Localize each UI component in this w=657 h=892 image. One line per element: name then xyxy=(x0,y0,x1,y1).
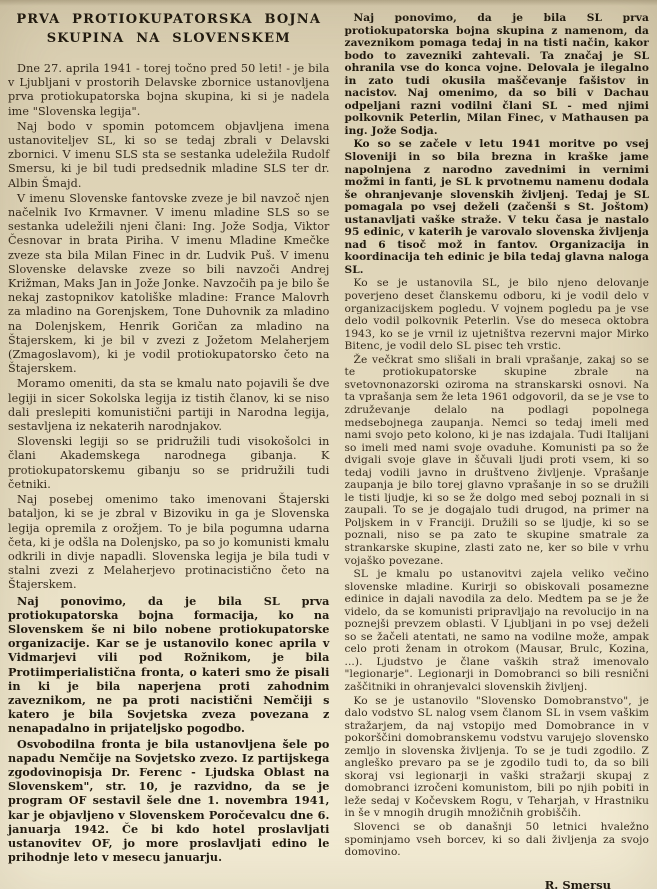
article-title-line2: SKUPINA NA SLOVENSKEM xyxy=(46,31,291,46)
paragraph: Ko so se začele v letu 1941 moritve po vsej Sloveniji in so bila brezna in kraške jame napolnjena z narodno zavednimi in vernimi možmi in fanti, je SL k prvotnemu namenu dodala še ohranjevanje slovenskih življenj. Tedaj je SL pomagala po vsej deželi (začenši s St. Joštom) ustanavljati vaške straže. V teku časa je nastalo 95 edinic, v katerih je varovalo slovenska življenja nad 6 tisoč mož in fantov. Organizacija in koordinacija teh edinic je bila tedaj glavna naloga SL. xyxy=(344,138,649,276)
paragraph: Že večkrat smo slišali in brali vprašanje, zakaj so se te protiokupatorske skupine zbrale na svetovnonazorski oziroma na stranskarski osnovi. Na ta vprašanja sem že leta 1961 odgovoril, da se je vse to združevanje delalo na podlagi popolnega medsebojnega zaupanja. Nemci so tedaj imeli med nami svojo peto kolono, ki je nas izdajala. Tudi Italijani so imeli med nami svoje ovaduhe. Komunisti pa so že dvigali svoje glave in ščuvali ljudi proti vsem, ki so tedaj vodili javno in društveno življenje. Vprašanje zaupanja je bilo torej glavno vprašanje in so se družili le tisti ljudje, ki so se že dolgo med seboj poznali in si zaupali. To se je dogajalo tudi drugod, na primer na Poljskem in v Franciji. Družili so se ljudje, ki so se poznali, niso se pa zato te skupine smatrale za strankarske skupine, zlasti zato ne, ker so bile v vrhu vojaško povezane. xyxy=(344,353,649,567)
article-columns xyxy=(8,8,649,891)
paragraph: Naj bodo v spomin potomcem objavljena imena ustanoviteljev SL, ki so se tedaj zbrali v Delavski zbornici. V imenu SLS sta se sestanka udeležila Rudolf Smersu, ki je bil tudi predsednik mladine SLS ter dr. Albin Šmajd. xyxy=(8,119,330,190)
article-title xyxy=(8,10,329,48)
paragraph: V imenu Slovenske fantovske zveze je bil navzoč njen načelnik Ivo Krmavner. V imenu mladine SLS so se sestanka udeležili njeni člani: Ing. Jože Sodja, Viktor Česnovar in brata Piriha. V imenu Mladine Kmečke zveze sta bila Milan Finec in dr. Ludvik Puš. V imenu Slovenske delavske zveze so bili navzoči Andrej Križman, Maks Jan in Jože Jonke. Navzočih pa je bilo še nekaj zastopnikov katoliške mladine: France Malovrh za mladino na Gorenjskem, Tone Duhovnik za mladino na Dolenjskem, Henrik Goričan za mladino na Štajerskem, ki je bil v zvezi z Jožetom Melaherjem (Zmagoslavom), ki je vodil protiokupatorsko četo na Štajerskem. xyxy=(8,191,330,376)
left-column xyxy=(8,8,329,865)
paragraph: Dne 27. aprila 1941 - torej točno pred 50 leti! - je bila v Ljubljani v prostorih Delavske zbornice ustanovljena prva protiokupatorska bojna skupina, ki si je nadela ime "Slovenska legija". xyxy=(8,62,330,118)
paragraph: Moramo omeniti, da sta se kmalu nato pojavili še dve legiji in sicer Sokolska legija iz tistih članov, ki se niso dali preslepiti komunistični partiji in Narodna legija, sestavljena iz nekaterih narodnjakov. xyxy=(8,377,330,434)
paragraph: Naj posebej omenimo tako imenovani Štajerski bataljon, ki se je zbral v Bizoviku in ga je Slovenska legija opremila z orožjem. To je bila pogumna udarna četa, ki je odšla na Dolenjsko, pa so jo komunisti kmalu odkrili in divje napadli. Slovenska legija je bila tudi v stalni zvezi z Melaherjevo protinacistično četo na Štajerskem. xyxy=(8,493,330,592)
paragraph: Naj ponovimo, da je bila SL prva protiokupatorska bojna skupina z namenom, da zaveznikom pomaga tedaj in na tisti način, kakor bodo to zavezniki zahtevali. Ta značaj je SL ohranila vse do konca vojne. Delovala je ilegalno in zato tudi okusila maščevanje fašistov in nacistov. Naj omenimo, da so bili v Dachau odpeljani razni vodilni člani SL - med njimi polkovnik Peterlin, Milan Finec, v Mathausen pa ing. Jože Sodja. xyxy=(344,12,649,137)
paragraph: Ko se je ustanovilo "Slovensko Domobranstvo", je dalo vodstvo SL nalog vsem članom SL in vsem vaškim stražarjem, da naj vstopijo med Domobrance in v pokorščini domobranskemu vodstvu varujejo slovensko zemljo in slovenska življenja. To se je tudi zgodilo. Z angleško prevaro pa se je zgodilo tudi to, da so bili skoraj vsi legionarji in vaški stražarji skupaj z domobranci izročeni komunistom, bili po njih pobiti in leže sedaj v Kočevskem Rogu, v Teharjah, v Hrastniku in še v mnogih drugih množičnih grobiščih. xyxy=(344,694,649,820)
paragraph: Naj ponovimo, da je bila SL prva protiokupatorska bojna formacija, ko na Slovenskem še ni bilo nobene protiokupatorske organizacije. Kar se je ustanovilo konec aprila v Vidmarjevi vili pod Rožnikom, je bila Protiimperialistična fronta, o kateri smo že pisali in ki je bila naperjena proti zahodnim zaveznikom, ne pa proti nacistični Nemčiji s katero je bila Sovjetska zveza povezana z nenapadalno in prijateljsko pogodbo. xyxy=(8,593,330,736)
paragraph: Ko se je ustanovila SL, je bilo njeno delovanje poverjeno deset članskemu odboru, ki je vodil delo v organizacijskem pogledu. V vojnem pogledu pa je vse delo vodil polkovnik Peterlin. Vse do meseca oktobra 1943, ko se je vrnil iz ujetništva rezervni major Mirko Bitenc, je vodil delo SL pisec teh vrstic. xyxy=(344,277,649,353)
paragraph: Slovenski legiji so se pridružili tudi visokošolci in člani Akademskega narodnega gibanja. K protiokupatorskemu gibanju so se pridružili tudi četniki. xyxy=(8,435,330,491)
author-signature: R. Smersu xyxy=(544,877,611,892)
article-title-line1: PRVA PROTIOKUPATORSKA BOJNA xyxy=(16,12,322,27)
left-column-paragraphs xyxy=(8,62,329,864)
right-column-paragraphs xyxy=(344,12,649,859)
paragraph: Slovenci se ob današnji 50 letnici hvaležno spominjamo vseh borcev, ki so dali življenja za svojo domovino. xyxy=(344,821,649,859)
paragraph: SL je kmalu po ustanovitvi zajela veliko večino slovenske mladine. Kurirji so obiskovali posamezne edinice in dajali navodila za delo. Medtem pa se je že videlo, da se komunisti pripravljajo na revolucijo in na poznejši prevzem oblasti. V Ljubljani in po vsej deželi so se žačeli atentati, ne samo na vodilne može, ampak celo proti ženam in otrokom (Mausar, Brulc, Kozina, ...). Ljudstvo je člane vaških straž imenovalo "legionarje". Legionarji in Domobranci so bili resnični zaščitniki in ohranjevalci slovenskih življenj. xyxy=(344,568,649,693)
paragraph: Osvobodilna fronta je bila ustanovljena šele po napadu Nemčije na Sovjetsko zvezo. Iz partijskega zgodovinopisja Dr. Ferenc - Ljudska Oblast na Slovenskem", str. 10, je razvidno, da se je program OF sestavil šele dne 1. novembra 1941, kar je objavljeno v Slovenskem Poročevalcu dne 6. januarja 1942. Če bi kdo hotel proslavljati ustanovitev OF, jo more proslavljati edino le prihodnje leto v mesecu januarju. xyxy=(8,736,330,865)
right-column xyxy=(344,8,649,891)
